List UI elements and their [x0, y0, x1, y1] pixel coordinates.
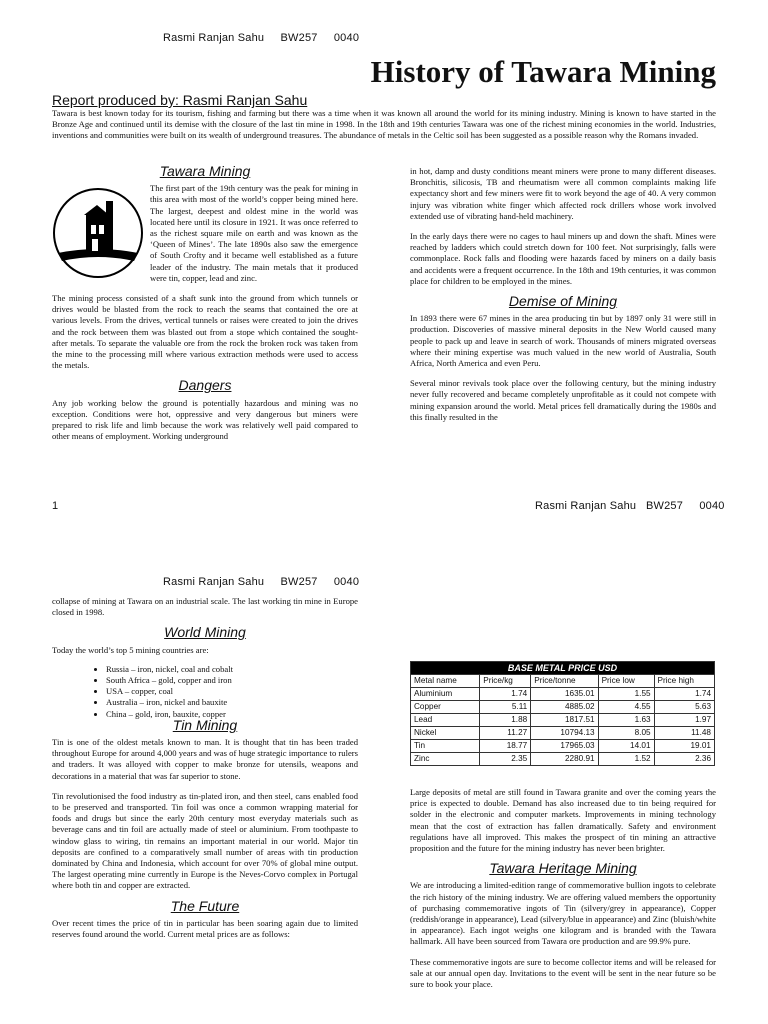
intro-paragraph: Tawara is best known today for its tourism, fishing and farming but there was a time when it was known all around the world for its mining industry. Mining is known to have started in the Bronze Age and continued until its demise with the closure of the last tin mine in 1998. In the 18th and 19th centuries Tawara was one of the richest mining economies in the world. Industries, inventions and communities were built on its wealth of underground treasures. The abundance of metals in the Celtic soil has been suggested as a possible reason why the Romans invaded.	[52, 108, 716, 141]
table-row	[411, 753, 715, 766]
dangers-paragraph-2: In the early days there were no cages to haul miners up and down the shaft. Mines were reached by ladders which could stretch down for 100 feet. Not surprisingly, falls were commonplace. Rock falls and flooding were hazards faced by miners on a daily basis and accidents were a frequent occurrence. In the 18th and 19th centuries, it was common place for children to be employed in the mines.	[410, 231, 716, 286]
table-caption: BASE METAL PRICE USD	[411, 662, 715, 675]
page1-header: Rasmi Ranjan Sahu BW257 0040	[163, 32, 360, 44]
dangers-paragraph: Any job working below the ground is potentially hazardous and mining was no exception. Conditions were hot, oppressive and very dangerous but miners were prepared to risk life and limb because the work was relatively well paid compared to other means of employment. Working underground	[52, 397, 358, 442]
table-cell: 1.63	[598, 714, 654, 727]
table-cell: 1.55	[598, 688, 654, 701]
table-cell: 19.01	[654, 740, 714, 753]
table-cell: 1.88	[480, 714, 531, 727]
table-cell: Zinc	[411, 753, 480, 766]
table-cell: 1635.01	[531, 688, 598, 701]
heading-the-future: The Future	[170, 897, 240, 914]
table-cell: 1817.51	[531, 714, 598, 727]
future-paragraph: Over recent times the price of tin in particular has been soaring again due to limited reserves found around the world. Current metal prices are as follows:	[52, 917, 358, 940]
column-header: Price/tonne	[531, 675, 598, 688]
metal-price-table	[410, 661, 715, 766]
page1-right-column	[410, 166, 716, 432]
heading-dangers: Dangers	[178, 377, 232, 394]
future-paragraph-2: Large deposits of metal are still found in Tawara granite and over the coming years the price is expected to double. Demand has also increased due to tin being required for solder in the electronic and computer markets. Improvements in mining technology mean that the cost of extraction has fallen dramatically. Safety and environment regulations have all improved. This makes the prospect of tin mining an attractive proposition and the future for the mining industry has never been brighter.	[410, 787, 716, 854]
heritage-paragraph-1: We are introducing a limited-edition range of commemorative bullion ingots to celebrate the rich history of the mining industry. We are offering valued members the opportunity of purchasing commemorative ingots of Tin (silvery/grey in appearance), Copper (reddish/orange in appearance), Lead (silvery/blue in appearance) and Zinc (bluish/white in appearance). Each ingot weighs one kilogram and is branded with the Tawara hallmark. All have been sourced from Tawara ore production and are 99.9% pure.	[410, 880, 716, 947]
table-cell: 1.74	[654, 688, 714, 701]
table-row	[411, 701, 715, 714]
column-header: Metal name	[411, 675, 480, 688]
demise-paragraph-1: In 1893 there were 67 mines in the area producing tin but by 1897 only 31 were still in production. Discoveries of massive mineral deposits in the New World caused many people to pack up and leave in search of work. Thousands of miners migrated overseas where their mining expertise was much valued in the new world of Australia, South Africa, North America and even Peru.	[410, 313, 716, 369]
metal-price-table-wrap	[410, 661, 715, 766]
table-row	[411, 740, 715, 753]
tawara-mining-paragraph-2: The mining process consisted of a shaft sunk into the ground from which tunnels or drives would be blasted from the rock to reach the seams that contained the ore at various levels. From the drives, vertical tunnels or raises were created to join the drives and the rock between them was blasted out from a stope which contained the sought-after metals. To separate the valuable ore from the rock the broken rock was taken from the mine to the processing mill where various extraction methods were used to access the metals.	[52, 293, 358, 371]
column-header: Price/kg	[480, 675, 531, 688]
table-cell: 4885.02	[531, 701, 598, 714]
demise-paragraph-2: Several minor revivals took place over the following century, but the mining industry never fully recovered and became completely unprofitable as it could not compete with mining expansion around the world. Metal prices fell dramatically during the 1980s and this finally resulted in the	[410, 378, 716, 422]
page-number: 1	[52, 500, 59, 512]
document-title: History of Tawara Mining	[370, 54, 716, 89]
table-cell: Nickel	[411, 727, 480, 740]
page2-header: Rasmi Ranjan Sahu BW257 0040	[163, 576, 360, 588]
page1-left-column	[52, 162, 358, 451]
table-cell: 14.01	[598, 740, 654, 753]
page2-right-column	[410, 787, 716, 999]
tin-mining-paragraph-1: Tin is one of the oldest metals known to man. It is thought that tin has been traded throughout Europe for around 4,000 years and was of huge strategic importance to rulers and traders. It was alloyed with copper to make bronze for utensils, weapons and decorations in a material that was far superior to stone.	[52, 737, 358, 781]
table-cell: 11.27	[480, 727, 531, 740]
heading-world-mining: World Mining	[164, 624, 246, 641]
table-row	[411, 714, 715, 727]
table-cell: 2280.91	[531, 753, 598, 766]
page1-footer: Rasmi Ranjan Sahu BW257 0040	[535, 500, 725, 512]
dangers-paragraph-continued: in hot, damp and dusty conditions meant miners were prone to many different diseases. Bronchitis, silicosis, TB and rheumatism were all common complaints making life expectancy short and few miners were fit to work beyond the age of 40. A very common injury was vibration white finger which affected rock drillers whose work involved extended use of vibrating hand-held machinery.	[410, 166, 716, 221]
table-cell: 5.11	[480, 701, 531, 714]
table-cell: 1.52	[598, 753, 654, 766]
world-mining-intro: Today the world’s top 5 mining countries are:	[52, 644, 209, 655]
demise-paragraph-end: collapse of mining at Tawara on an industrial scale. The last working tin mine in Europe closed in 1998.	[52, 596, 358, 618]
table-cell: 1.97	[654, 714, 714, 727]
table-cell: 8.05	[598, 727, 654, 740]
table-header-row	[411, 675, 715, 688]
table-cell: 4.55	[598, 701, 654, 714]
tin-mining-paragraph-2: Tin revolutionised the food industry as tin-plated iron, and then steel, cans enabled food to be preserved and transported. Tin foil was once a common wrapping material for foods and drugs but since the early 20th century most everyday materials such as beverage cans and tin foil are actually made of steel or aluminium. From toothpaste to window glass to wiring, tin remains an important material in our world. Major tin deposits are confined to a comparatively small number of areas with tin production dominated by China and Indonesia, which account for over 70% of global mine output. The largest operating mine currently in Europe is the Neves-Corvo complex in Portugal where both tin and copper are extracted.	[52, 790, 358, 891]
mine-engine-house-logo	[52, 187, 144, 279]
table-cell: 11.48	[654, 727, 714, 740]
table-cell: 2.36	[654, 753, 714, 766]
heading-demise-of-mining: Demise of Mining	[508, 293, 618, 310]
table-row	[411, 727, 715, 740]
table-cell: Aluminium	[411, 688, 480, 701]
list-item: • China – gold, iron, bauxite, copper	[106, 709, 358, 720]
page2-left-column	[52, 596, 358, 949]
heading-tin-mining: Tin Mining	[172, 716, 238, 733]
tawara-mining-paragraph-1: The first part of the 19th century was the peak for mining in this area with most of the world’s copper being mined here. The largest, deepest and oldest mine in the world was located here until its closure in 1921. It was once referred to as the richest square mile on earth and was known as the ‘Queen of Mines’. The late 1890s also saw the emergence of South Crofty and it became well established as a future leader of the industry. The main metals that it produced were tin, copper, lead and zinc.	[150, 183, 358, 283]
table-cell: 5.63	[654, 701, 714, 714]
table-cell: 17965.03	[531, 740, 598, 753]
column-header: Price high	[654, 675, 714, 688]
list-item: • USA – copper, coal	[106, 686, 358, 697]
heritage-paragraph-2: These commemorative ingots are sure to become collector items and will be released for sale at our annual open day. Invitations to the event will be sent in the near future so be sure to book your place.	[410, 956, 716, 990]
table-cell: 10794.13	[531, 727, 598, 740]
table-cell: 2.35	[480, 753, 531, 766]
list-item: • Russia – iron, nickel, coal and cobalt	[106, 664, 358, 675]
list-item: • South Africa – gold, copper and iron	[106, 675, 358, 686]
table-row	[411, 688, 715, 701]
heading-tawara-heritage-mining: Tawara Heritage Mining	[489, 860, 637, 877]
table-cell: Copper	[411, 701, 480, 714]
top-mining-countries-list	[106, 664, 358, 720]
byline: Report produced by: Rasmi Ranjan Sahu	[52, 92, 308, 108]
table-cell: Tin	[411, 740, 480, 753]
column-header: Price low	[598, 675, 654, 688]
list-item: • Australia – iron, nickel and bauxite	[106, 697, 358, 708]
table-cell: 18.77	[480, 740, 531, 753]
heading-tawara-mining: Tawara Mining	[159, 163, 251, 179]
table-cell: Lead	[411, 714, 480, 727]
table-cell: 1.74	[480, 688, 531, 701]
